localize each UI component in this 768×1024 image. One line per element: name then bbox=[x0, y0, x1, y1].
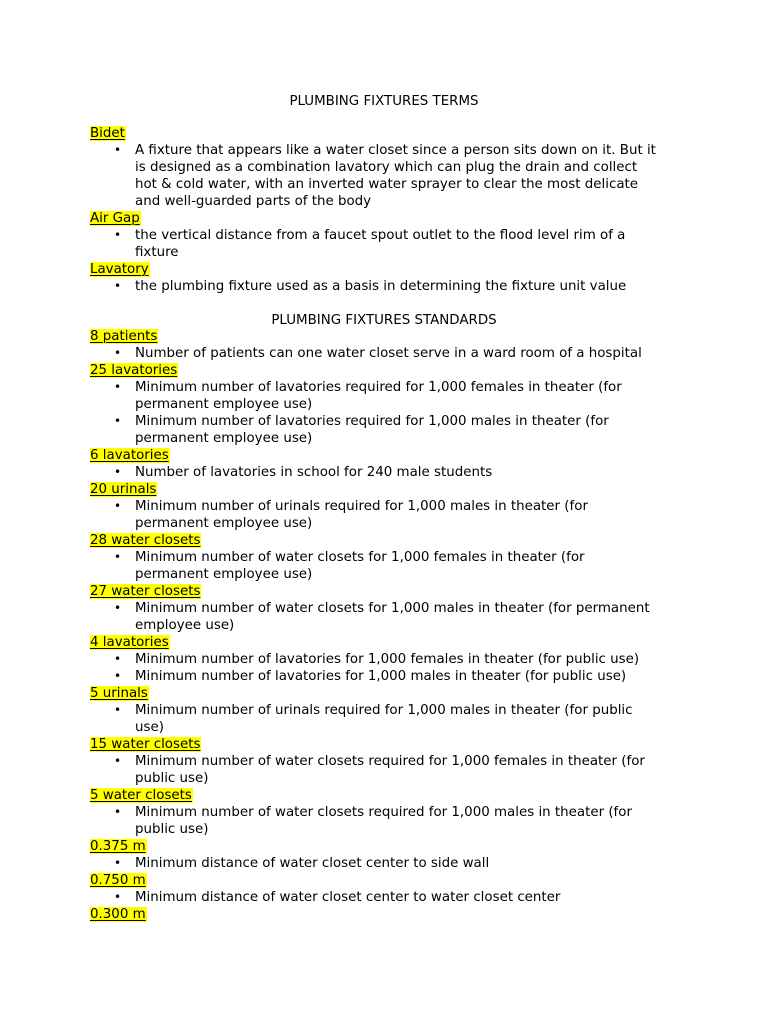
definition-line: Minimum number of water closets required for 1,000 females in theater (for bbox=[135, 754, 645, 769]
highlighted-term: 0.750 m bbox=[90, 873, 146, 888]
term-label bbox=[90, 872, 147, 889]
definition-text bbox=[135, 889, 680, 906]
bullet-icon: • bbox=[114, 499, 122, 513]
definition-line: permanent employee use) bbox=[135, 397, 313, 412]
definition-line: Minimum number of water closets for 1,000 males in theater (for permanent bbox=[135, 601, 650, 616]
definition-text bbox=[135, 804, 680, 838]
definition-line: the plumbing fixture used as a basis in determining the fixture unit value bbox=[135, 279, 627, 294]
bullet-icon: • bbox=[114, 143, 122, 157]
definition-text bbox=[135, 379, 680, 413]
definition-line: A fixture that appears like a water closet since a person sits down on it. But it bbox=[135, 143, 656, 158]
highlighted-term: 0.300 m bbox=[90, 907, 146, 922]
definition-line: permanent employee use) bbox=[135, 516, 313, 531]
highlighted-term: 15 water closets bbox=[90, 737, 201, 752]
definition-text bbox=[135, 855, 680, 872]
definition-text bbox=[135, 278, 680, 295]
definition-line: fixture bbox=[135, 245, 179, 260]
bullet-icon: • bbox=[114, 414, 122, 428]
definition-line: employee use) bbox=[135, 618, 235, 633]
section-heading: PLUMBING FIXTURES TERMS bbox=[289, 94, 479, 109]
definition-text bbox=[135, 668, 680, 685]
highlighted-term: 5 urinals bbox=[90, 686, 148, 701]
definition-text bbox=[135, 702, 680, 736]
definition-text bbox=[135, 753, 680, 787]
definition-line: Number of patients can one water closet serve in a ward room of a hospital bbox=[135, 346, 642, 361]
definition-line: permanent employee use) bbox=[135, 567, 313, 582]
definition-text bbox=[135, 600, 680, 634]
highlighted-term: Lavatory bbox=[90, 262, 149, 277]
bullet-icon: • bbox=[114, 601, 122, 615]
highlighted-term: 27 water closets bbox=[90, 584, 201, 599]
definition-text bbox=[135, 413, 680, 447]
definition-line: Minimum number of water closets for 1,000 females in theater (for bbox=[135, 550, 585, 565]
definition-line: public use) bbox=[135, 822, 209, 837]
definition-text bbox=[135, 651, 680, 668]
highlighted-term: 4 lavatories bbox=[90, 635, 169, 650]
definition-text bbox=[135, 142, 680, 210]
highlighted-term: 6 lavatories bbox=[90, 448, 169, 463]
definition-line: Minimum number of urinals required for 1,000 males in theater (for bbox=[135, 499, 588, 514]
bullet-icon: • bbox=[114, 669, 122, 683]
term-label bbox=[90, 328, 158, 345]
bullet-icon: • bbox=[114, 550, 122, 564]
bullet-icon: • bbox=[114, 346, 122, 360]
highlighted-term: 5 water closets bbox=[90, 788, 192, 803]
bullet-icon: • bbox=[114, 890, 122, 904]
term-label bbox=[90, 838, 147, 855]
highlighted-term: 20 urinals bbox=[90, 482, 157, 497]
term-label bbox=[90, 447, 170, 464]
definition-line: and well-guarded parts of the body bbox=[135, 194, 372, 209]
highlighted-term: Air Gap bbox=[90, 211, 140, 226]
bullet-icon: • bbox=[114, 805, 122, 819]
term-label bbox=[90, 362, 178, 379]
bullet-icon: • bbox=[114, 754, 122, 768]
definition-line: permanent employee use) bbox=[135, 431, 313, 446]
definition-line: Minimum number of lavatories required for 1,000 females in theater (for bbox=[135, 380, 622, 395]
definition-line: Minimum number of lavatories for 1,000 males in theater (for public use) bbox=[135, 669, 627, 684]
definition-line: Minimum distance of water closet center to water closet center bbox=[135, 890, 561, 905]
definition-text bbox=[135, 549, 680, 583]
definition-line: Number of lavatories in school for 240 male students bbox=[135, 465, 493, 480]
bullet-icon: • bbox=[114, 465, 122, 479]
definition-text bbox=[135, 464, 680, 481]
definition-text bbox=[135, 498, 680, 532]
bullet-icon: • bbox=[114, 279, 122, 293]
bullet-icon: • bbox=[114, 856, 122, 870]
definition-line: Minimum number of urinals required for 1,000 males in theater (for public bbox=[135, 703, 633, 718]
definition-line: use) bbox=[135, 720, 164, 735]
definition-line: Minimum number of water closets required for 1,000 males in theater (for bbox=[135, 805, 632, 820]
term-label bbox=[90, 736, 201, 753]
highlighted-term: 28 water closets bbox=[90, 533, 201, 548]
definition-line: Minimum number of lavatories for 1,000 females in theater (for public use) bbox=[135, 652, 640, 667]
bullet-icon: • bbox=[114, 652, 122, 666]
term-label bbox=[90, 210, 141, 227]
highlighted-term: 8 patients bbox=[90, 329, 158, 344]
highlighted-term: Bidet bbox=[90, 126, 125, 141]
term-label bbox=[90, 532, 201, 549]
highlighted-term: 0.375 m bbox=[90, 839, 146, 854]
term-label bbox=[90, 481, 157, 498]
definition-text bbox=[135, 227, 680, 261]
term-label bbox=[90, 583, 201, 600]
term-label bbox=[90, 787, 193, 804]
definition-line: public use) bbox=[135, 771, 209, 786]
section-heading: PLUMBING FIXTURES STANDARDS bbox=[271, 313, 497, 328]
definition-line: the vertical distance from a faucet spout outlet to the flood level rim of a bbox=[135, 228, 626, 243]
definition-line: Minimum number of lavatories required for 1,000 males in theater (for bbox=[135, 414, 609, 429]
bullet-icon: • bbox=[114, 228, 122, 242]
definition-line: is designed as a combination lavatory which can plug the drain and collect bbox=[135, 160, 638, 175]
bullet-icon: • bbox=[114, 380, 122, 394]
bullet-icon: • bbox=[114, 703, 122, 717]
term-label bbox=[90, 634, 170, 651]
term-label bbox=[90, 685, 149, 702]
definition-line: hot & cold water, with an inverted water sprayer to clear the most delicate bbox=[135, 177, 639, 192]
highlighted-term: 25 lavatories bbox=[90, 363, 178, 378]
term-label bbox=[90, 906, 147, 923]
term-label bbox=[90, 125, 126, 142]
definition-line: Minimum distance of water closet center to side wall bbox=[135, 856, 490, 871]
definition-text bbox=[135, 345, 680, 362]
term-label bbox=[90, 261, 150, 278]
